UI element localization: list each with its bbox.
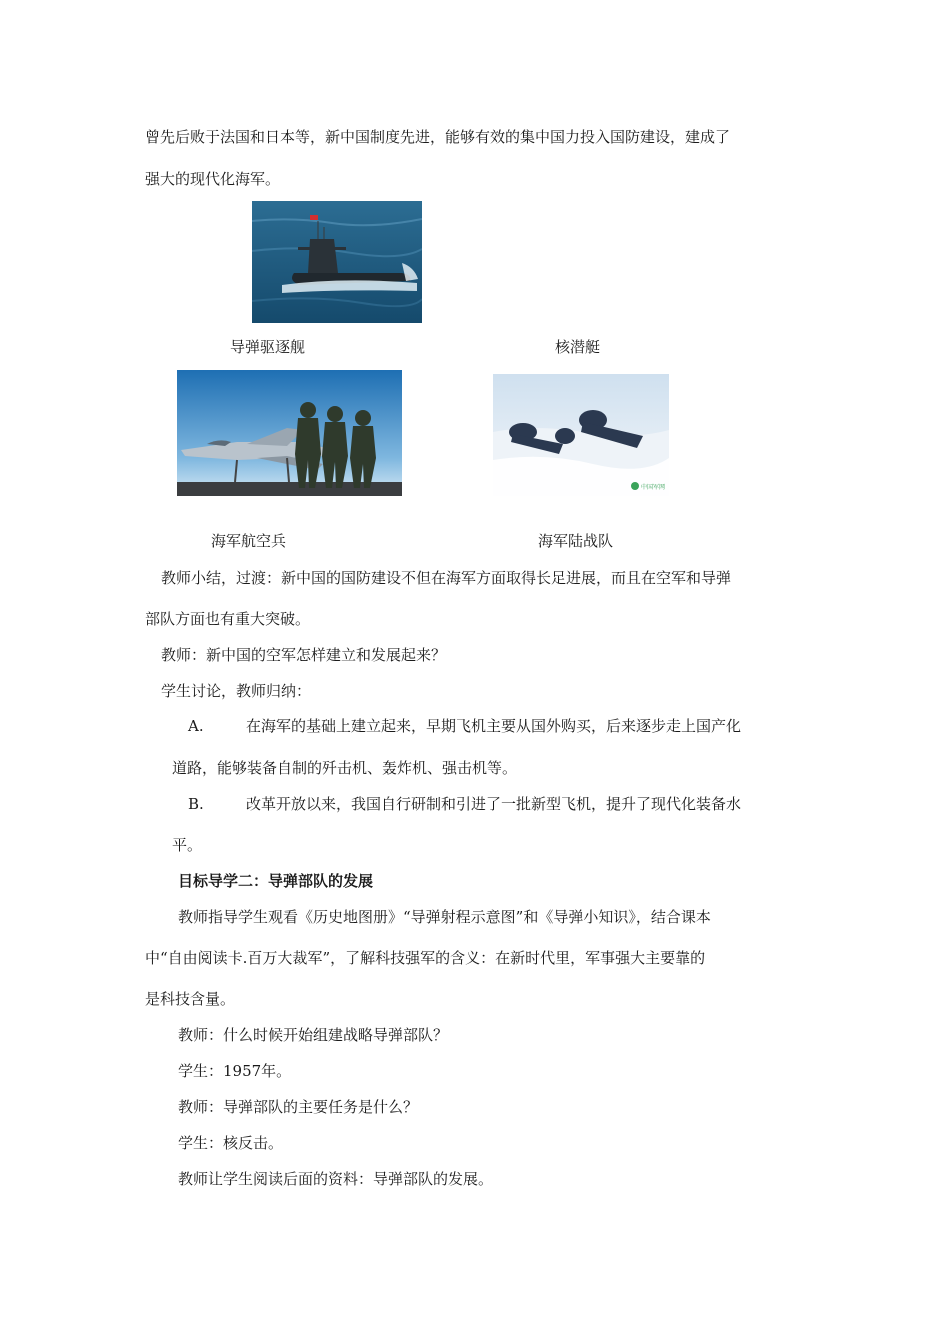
dialogue-line: 学生：1957年。	[178, 1062, 292, 1080]
submarine-caption: 核潜艇	[555, 338, 601, 356]
list-continuation: 道路，能够装备自制的歼击机、轰炸机、强击机等。	[172, 759, 518, 777]
list-continuation: 平。	[172, 836, 203, 854]
summary-line: 教师小结，过渡：新中国的国防建设不但在海军方面取得长足进展，而且在空军和导弹	[161, 569, 732, 587]
list-text: 改革开放以来，我国自行研制和引进了一批新型飞机，提升了现代化装备水	[246, 795, 742, 813]
list-letter: B.	[188, 795, 204, 813]
destroyer-caption: 导弹驱逐舰	[230, 338, 306, 356]
guide-line: 是科技含量。	[145, 990, 236, 1008]
dialogue-line: 教师：什么时候开始组建战略导弹部队？	[178, 1026, 449, 1044]
paragraph-line: 曾先后败于法国和日本等，新中国制度先进，能够有效的集中国力投入国防建设，建成了	[145, 128, 731, 146]
summary-line: 部队方面也有重大突破。	[145, 610, 311, 628]
aviation-caption: 海军航空兵	[211, 532, 287, 550]
list-item-a	[188, 716, 741, 736]
guide-line: 中“自由阅读卡.百万大裁军”，了解科技强军的含义：在新时代里，军事强大主要靠的	[145, 949, 706, 967]
naval-aviation-photo	[177, 370, 402, 496]
guide-line: 教师指导学生观看《历史地图册》“导弹射程示意图”和《导弹小知识》，结合课本	[178, 908, 711, 926]
marines-caption: 海军陆战队	[538, 532, 614, 550]
section-heading: 目标导学二：导弹部队的发展	[178, 872, 374, 890]
dialogue-line: 学生：核反击。	[178, 1134, 284, 1152]
marines-photo	[493, 374, 669, 496]
teacher-question: 教师：新中国的空军怎样建立和发展起来？	[161, 646, 447, 664]
paragraph-line: 强大的现代化海军。	[145, 170, 281, 188]
list-item-b	[188, 794, 741, 814]
watermark-logo-text: 中国军网	[641, 484, 666, 491]
list-text: 在海军的基础上建立起来，早期飞机主要从国外购买，后来逐步走上国产化	[246, 717, 742, 735]
submarine-photo	[252, 201, 422, 323]
dialogue-line: 教师让学生阅读后面的资料：导弹部队的发展。	[178, 1170, 494, 1188]
discussion-line: 学生讨论，教师归纳：	[161, 682, 312, 700]
list-letter: A.	[188, 717, 204, 735]
dialogue-line: 教师：导弹部队的主要任务是什么？	[178, 1098, 419, 1116]
